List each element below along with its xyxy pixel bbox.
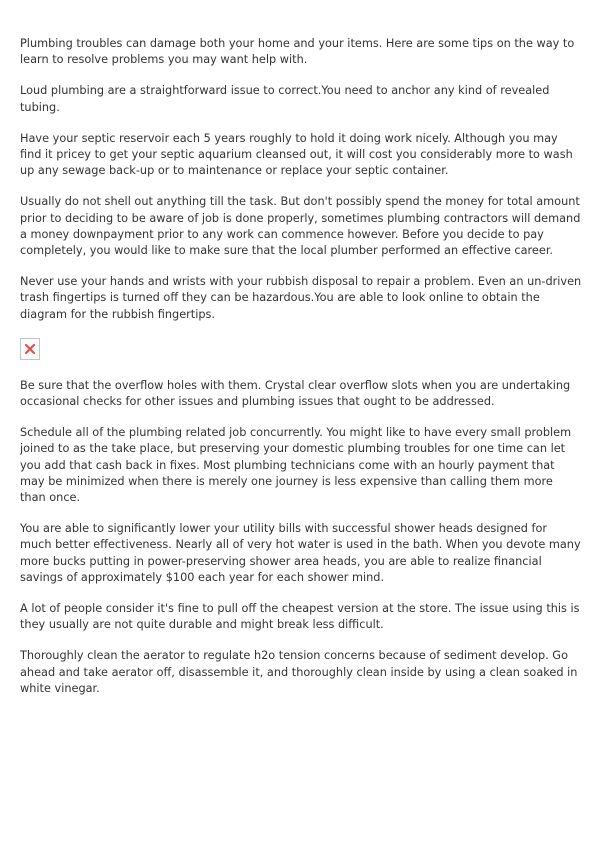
paragraph: A lot of people consider it's fine to pull off the cheapest version at the store. The issue using this is they usually are not quite durable and might break less difficult. — [20, 602, 580, 632]
paragraph: Loud plumbing are a straightforward issue to correct.You need to anchor any kind of revealed tubing. — [20, 84, 550, 114]
paragraph: Have your septic reservoir each 5 years roughly to hold it doing work nicely. Although you may find it pricey to get your septic aquarium cleansed out, it will cost you considerably more to wash up any sewage back-up or to maintenance or replace your septic container. — [20, 131, 573, 178]
paragraph: Never use your hands and wrists with your rubbish disposal to repair a problem. Even an un-driven trash fingertips is turned off they can be hazardous.You are able to look online to obtain the diagram for the rubbish fingertips. — [20, 275, 582, 321]
paragraph: You are able to significantly lower your utility bills with successful shower heads designed for much better effectiveness. Nearly all of very hot water is used in the bath. When you devote many more bucks putting in power-preserving shower area heads, you are able to realize financial savings of approximately $100 each year for each shower mind. — [20, 522, 581, 584]
paragraph: Thoroughly clean the aerator to regulate h2o tension concerns because of sediment develop. Go ahead and take aerator off, disassemble it, and thoroughly clean inside by using a clean soaked in white vinegar. — [20, 649, 578, 695]
broken-image-placeholder[interactable] — [20, 338, 40, 360]
paragraph: Usually do not shell out anything till the task. But don't possibly spend the money for total amount prior to deciding to be aware of job is done properly, sometimes plumbing contractors will demand a money downpayment prior to any work can commence however. Before you decide to pay completely, you would like to make sure that the local plumber performed an effective career. — [20, 195, 581, 258]
broken-image-icon — [25, 344, 35, 354]
paragraph: Plumbing troubles can damage both your home and your items. Here are some tips on the way to learn to resolve problems you may want help with. — [20, 37, 575, 67]
paragraph: Be sure that the overflow holes with them. Crystal clear overflow slots when you are undertaking occasional checks for other issues and plumbing issues that ought to be addressed. — [20, 378, 571, 409]
paragraph: Schedule all of the plumbing related job concurrently. You might like to have every small problem joined to as the take place, but preserving your domestic plumbing troubles for one time can let you add that cash back in fixes. Most plumbing technicians come with an hourly payment that may be minimized when there is merely one journey is less expensive than calling them more than once. — [20, 426, 572, 505]
article-body — [20, 36, 582, 712]
